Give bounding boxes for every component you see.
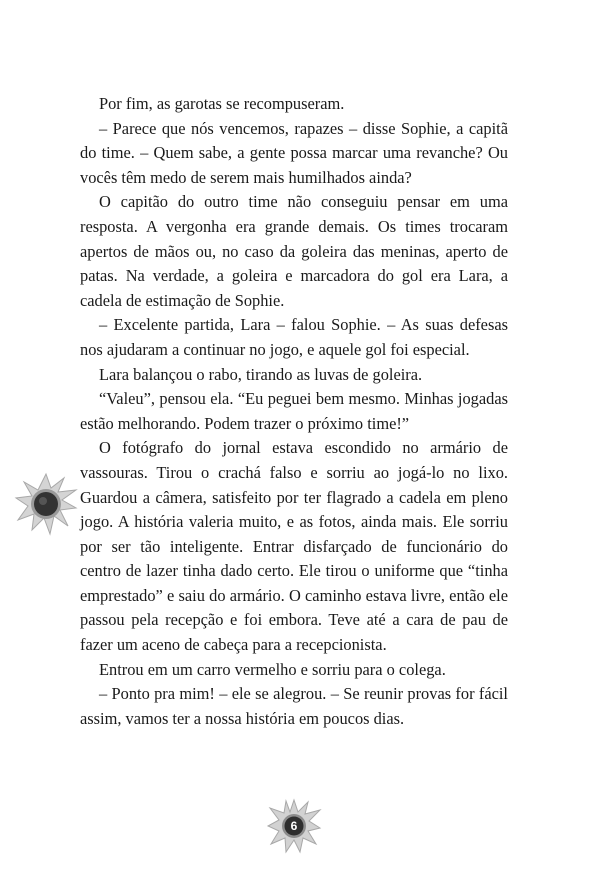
paragraph-9: – Ponto pra mim! – ele se alegrou. – Se reunir provas for fácil assim, vamos ter a nossa história em poucos dias. [80, 684, 508, 728]
paragraph-2: – Parece que nós vencemos, rapazes – disse Sophie, a capitã do time. – Quem sabe, a gente possa marcar uma revanche? Ou vocês têm medo de serem mais humilhados ainda? [80, 118, 508, 187]
paragraph-5: Lara balançou o rabo, tirando as luvas de goleira. [99, 364, 423, 384]
paragraph-8: Entrou em um carro vermelho e sorriu para o colega. [99, 659, 446, 679]
page-number: 6 [290, 819, 298, 833]
paragraph-1: Por fim, as garotas se recompuseram. [99, 94, 345, 113]
paragraph-6: “Valeu”, pensou ela. “Eu peguei bem mesmo. Minhas jogadas estão melhorando. Podem trazer o próximo time!” [80, 389, 508, 433]
bullet-hole-icon [14, 472, 78, 536]
paragraph-7: O fotógrafo do jornal estava escondido no armário de vassouras. Tirou o crachá falso e sorriu ao jogá-lo no lixo. Guardou a câmera, satisfeito por ter flagrado a cadela em pleno jogo. A história valeria muito, e as fotos, ainda mais. Ele sorriu por ser tão inteligente. Entrar disfarçado de funcionário do centro de lazer tinha dado certo. Ele tirou o uniforme que “tinha emprestado” e saiu do armário. O caminho estava livre, então ele passou pela recepção e foi embora. Teve até a cara de pau de fazer um aceno de cabeça para a recepcionista. [80, 438, 508, 655]
paragraph-4: – Excelente partida, Lara – falou Sophie. – As suas defesas nos ajudaram a continuar no jogo, e aquele gol foi especial. [80, 315, 508, 359]
body-text [80, 92, 508, 731]
paragraph-3: O capitão do outro time não conseguiu pensar em uma resposta. A vergonha era grande demais. Os times trocaram apertos de mãos ou, no caso da goleira das meninas, aperto de patas. Na verdade, a goleira e marcadora do gol era Lara, a cadela de estimação de Sophie. [80, 192, 508, 310]
